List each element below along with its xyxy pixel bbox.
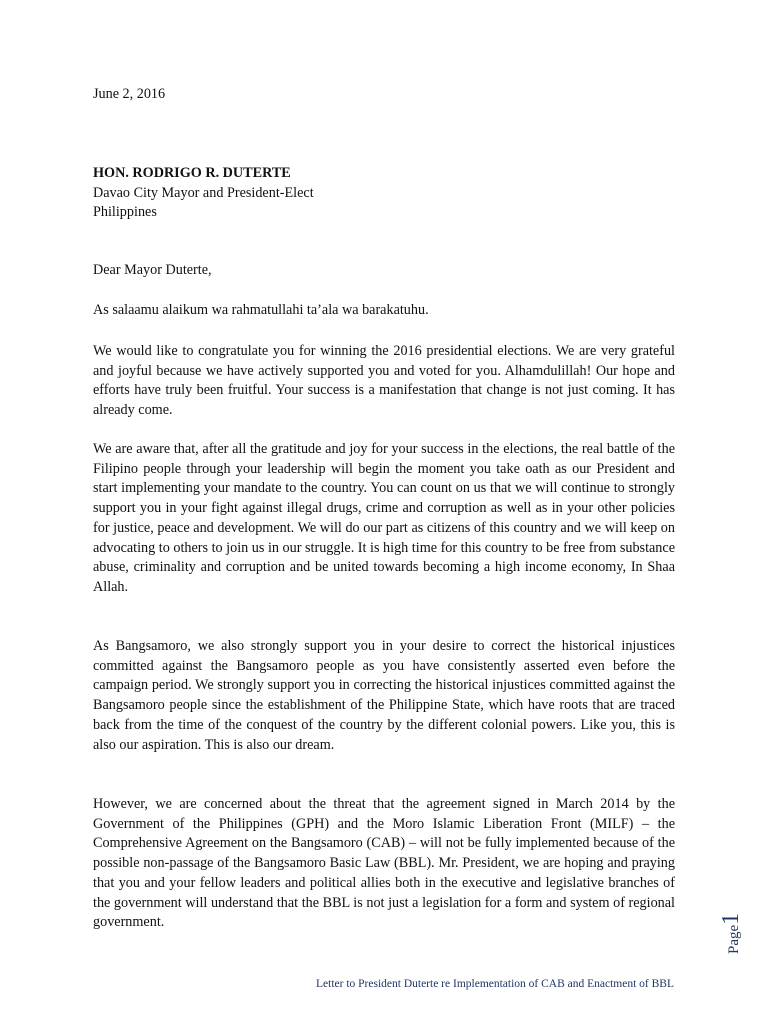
recipient-title: Davao City Mayor and President-Elect [93,184,314,201]
page-label: Page [726,924,742,954]
page-number-marker [712,908,752,958]
letter-date: June 2, 2016 [93,86,166,102]
paragraph-concern [93,795,675,933]
paragraph-text: We are aware that, after all the gratitude and joy for your success in the elections, the real battle of the Filipino people through your leadership will begin the moment you take oath as our President and start implementing your mandate to the country. You can count on us that we will continue to strongly support you in your fight against illegal drugs, crime and corruption as well as in your other policies for justice, peace and development. We will do our part as citizens of this country and we will keep on advocating to others to join us in our struggle. It is high time for this country to be free from substance abuse, criminality and corruption and be united towards becoming a high income economy, In Shaa Allah. [93,441,675,595]
recipient-country: Philippines [93,204,157,221]
paragraph-text: As Bangsamoro, we also strongly support you in your desire to correct the historical injustices committed against the Bangsamoro people as you have consistently asserted even before the campaign period. We strongly support you in correcting the historical injustices committed against the Bangsamoro people since the establishment of the Philippine State, which have roots that are traced back from the time of the conquest of the country by the different colonial powers. Like you, this is also our aspiration. This is also our dream. [93,638,675,753]
greeting: As salaamu alaikum wa rahmatullahi ta’ala wa barakatuhu. [93,302,429,318]
paragraph-support [93,440,675,598]
paragraph-text: We would like to congratulate you for winning the 2016 presidential elections. We are very grateful and joyful because we have actively supported you and voted for you. Alhamdulillah! Our hope and efforts have truly been fruitful. Your success is a manifestation that change is not just coming. It has already come. [93,343,675,419]
paragraph-congratulations [93,342,675,421]
page-footer: Letter to President Duterte re Implementation of CAB and Enactment of BBL [316,978,674,990]
page-number-label [718,913,745,954]
page-number: 1 [718,912,744,925]
salutation: Dear Mayor Duterte, [93,262,212,278]
recipient-name: HON. RODRIGO R. DUTERTE [93,165,291,181]
recipient-address [93,164,314,223]
paragraph-bangsamoro [93,637,675,755]
paragraph-text: However, we are concerned about the threat that the agreement signed in March 2014 by the Government of the Philippines (GPH) and the Moro Islamic Liberation Front (MILF) – the Comprehensive Agreement on the Bangsamoro (CAB) – will not be fully implemented because of the possible non-passage of the Bangsamoro Basic Law (BBL). Mr. President, we are hoping and praying that you and your fellow leaders and political allies both in the executive and legislative branches of the government will understand that the BBL is not just a legislation for a form and system of regional government. [93,796,675,931]
